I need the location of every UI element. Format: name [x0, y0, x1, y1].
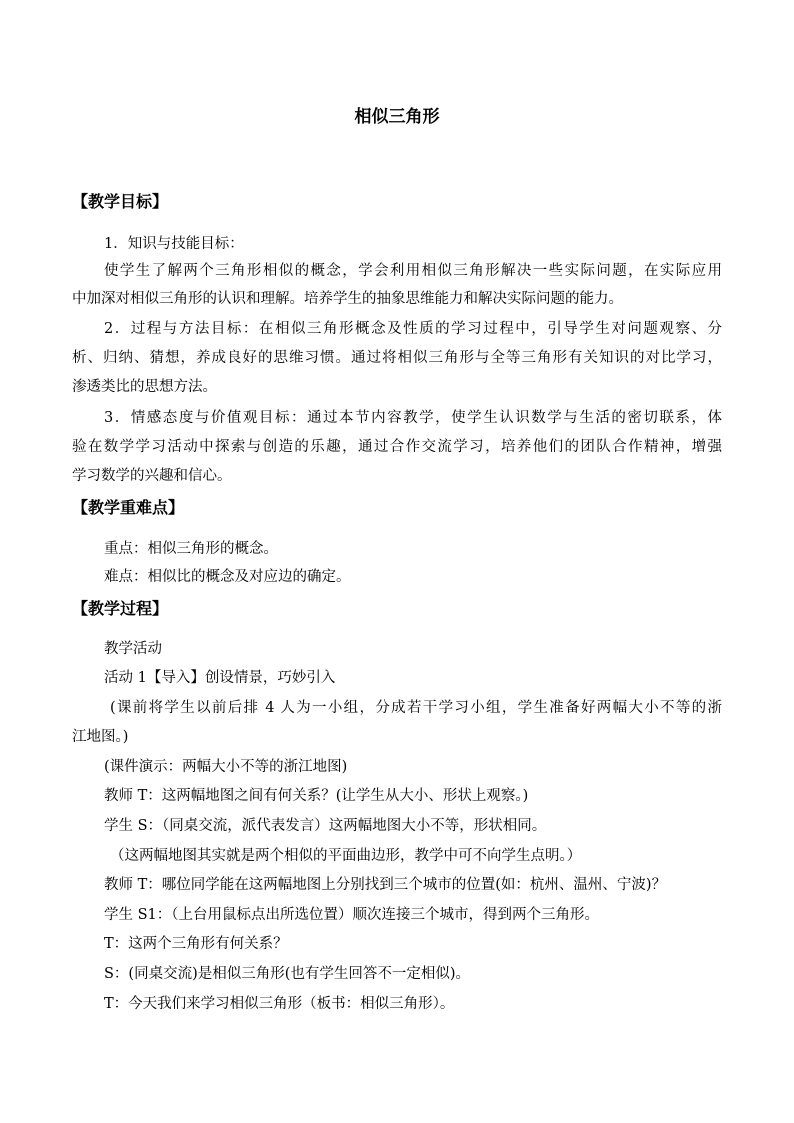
document-title: 相似三角形 [354, 107, 440, 127]
paragraph-line: (课前将学生以前后排 4 人为一小组，分成若干学习小组，学生准备好两幅大小不等的浙 [110, 700, 722, 716]
section-heading-key-points: 【教学重难点】 [72, 498, 185, 517]
paragraph-line: （这两幅地图其实就是两个相似的平面曲边形，教学中可不向学生点明。） [110, 848, 582, 864]
section-heading-process: 【教学过程】 [72, 599, 169, 618]
paragraph-line: 验在数学学习活动中探索与创造的乐趣，通过合作交流学习，培养他们的团队合作精神，增强 [72, 439, 722, 455]
paragraph-line: 学习数学的兴趣和信心。 [72, 468, 232, 484]
paragraph-line: 3．情感态度与价值观目标：通过本节内容教学，使学生认识数学与生活的密切联系，体 [104, 410, 722, 426]
paragraph-line: 教学活动 [104, 641, 162, 657]
paragraph-line: 渗透类比的思想方法。 [72, 379, 217, 395]
paragraph-line: 中加深对相似三角形的认识和理解。培养学生的抽象思维能力和解决实际问题的能力。 [72, 291, 623, 307]
paragraph-line: S：(同桌交流)是相似三角形(也有学生回答不一定相似)。 [104, 966, 471, 982]
section-heading-objectives: 【教学目标】 [72, 192, 169, 211]
paragraph-line: 活动 1【导入】创设情景，巧妙引入 [104, 670, 336, 686]
paragraph-line: 使学生了解两个三角形相似的概念，学会利用相似三角形解决一些实际问题，在实际应用 [104, 263, 722, 279]
paragraph-line: 江地图。) [72, 729, 129, 745]
paragraph-line: 重点：相似三角形的概念。 [104, 541, 278, 557]
paragraph-line: 学生 S：（同桌交流，派代表发言）这两幅地图大小不等，形状相同。 [104, 818, 547, 834]
paragraph-line: 析、归纳、猜想，养成良好的思维习惯。通过将相似三角形与全等三角形有关知识的对比学习， [72, 350, 722, 366]
paragraph-line: 教师 T：这两幅地图之间有何关系？(让学生从大小、形状上观察。) [104, 788, 529, 804]
paragraph-line: 1．知识与技能目标： [104, 236, 244, 252]
paragraph-line: (课件演示：两幅大小不等的浙江地图) [104, 759, 348, 775]
paragraph-line: T：今天我们来学习相似三角形（板书：相似三角形）。 [104, 996, 455, 1012]
paragraph-line: 学生 S1：（上台用鼠标点出所选位置）顺次连接三个城市，得到两个三角形。 [104, 907, 600, 923]
paragraph-line: 难点：相似比的概念及对应边的确定。 [104, 569, 351, 585]
paragraph-line: 2．过程与方法目标：在相似三角形概念及性质的学习过程中，引导学生对问题观察、分 [104, 321, 722, 337]
paragraph-line: 教师 T：哪位同学能在这两幅地图上分别找到三个城市的位置(如：杭州、温州、宁波)？ [104, 877, 667, 893]
paragraph-line: T：这两个三角形有何关系？ [104, 936, 288, 952]
